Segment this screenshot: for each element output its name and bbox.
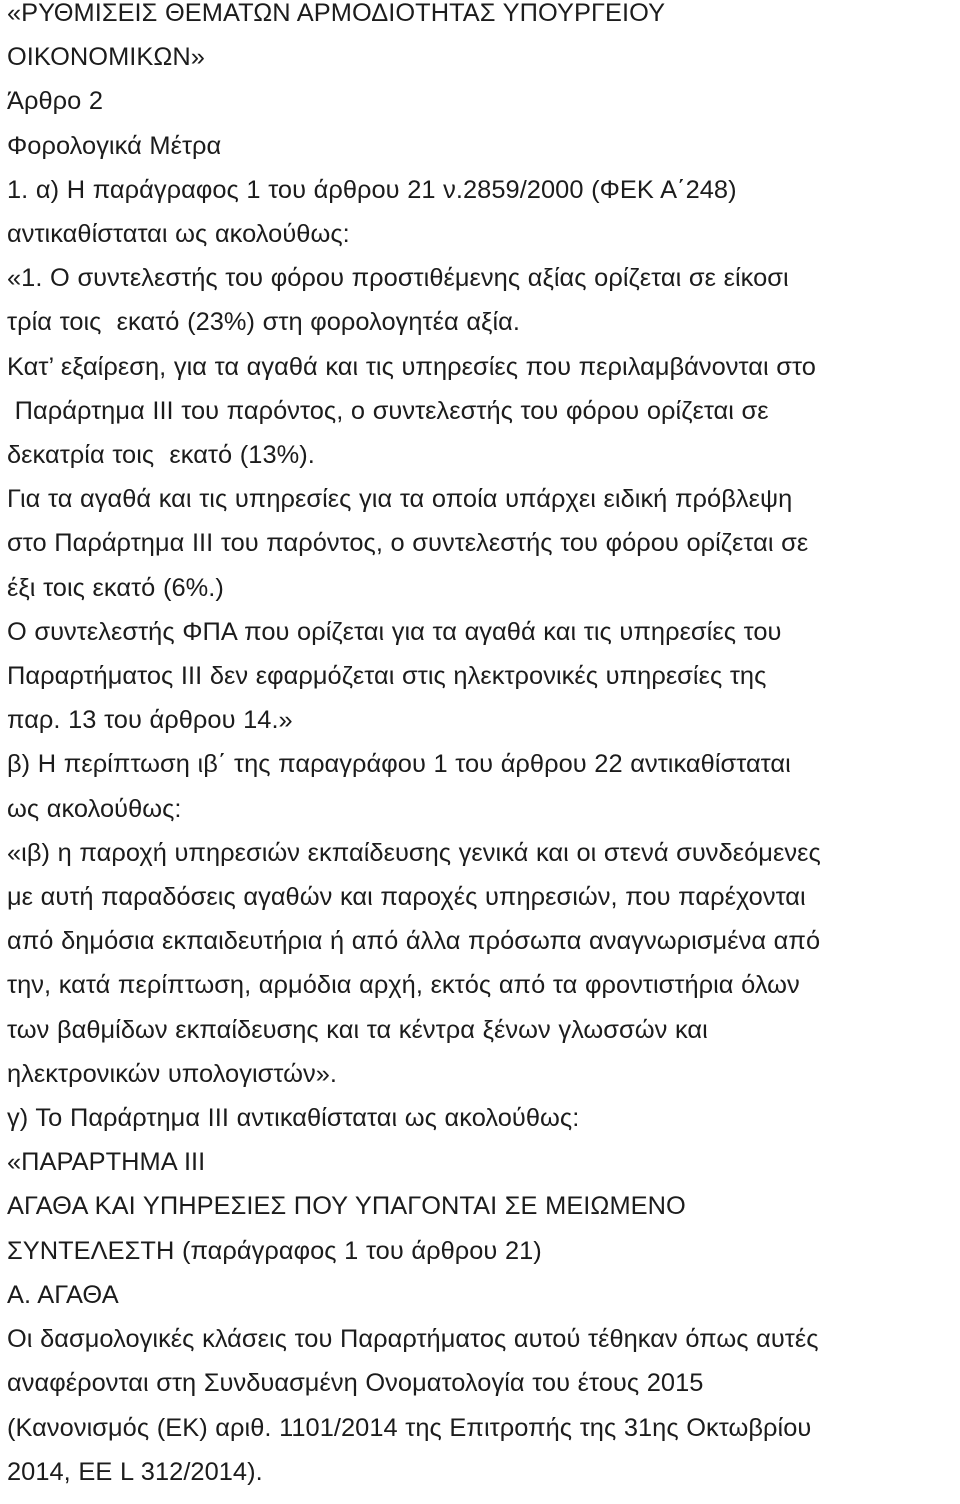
text-line: «ιβ) η παροχή υπηρεσιών εκπαίδευσης γενικά και οι στενά συνδεόμενες bbox=[7, 838, 821, 867]
text-line: «1. Ο συντελεστής του φόρου προστιθέμενης αξίας ορίζεται σε είκοσι bbox=[7, 264, 789, 293]
text-line: β) Η περίπτωση ιβ΄ της παραγράφου 1 του άρθρου 22 αντικαθίσταται bbox=[7, 750, 791, 779]
text-line: Άρθρο 2 bbox=[7, 87, 104, 116]
text-line: Ο συντελεστής ΦΠΑ που ορίζεται για τα αγαθά και τις υπηρεσίες του bbox=[7, 617, 782, 646]
text-line: ηλεκτρονικών υπολογιστών». bbox=[7, 1059, 338, 1088]
text-line: αναφέρονται στη Συνδυασμένη Ονοματολογία του έτους 2015 bbox=[7, 1369, 704, 1398]
text-line: έξι τοις εκατό (6%.) bbox=[7, 573, 224, 602]
text-line: Παράρτημα ΙΙΙ του παρόντος, ο συντελεστής του φόρου ορίζεται σε bbox=[7, 396, 769, 425]
text-line: ως ακολούθως: bbox=[7, 794, 182, 823]
text-line: ΟΙΚΟΝΟΜΙΚΩΝ» bbox=[7, 43, 205, 72]
text-line: Οι δασμολογικές κλάσεις του Παραρτήματος αυτού τέθηκαν όπως αυτές bbox=[7, 1325, 819, 1354]
text-line: γ) Το Παράρτημα ΙΙΙ αντικαθίσταται ως ακολούθως: bbox=[7, 1104, 580, 1133]
text-line: Κατ’ εξαίρεση, για τα αγαθά και τις υπηρεσίες που περιλαμβάνονται στο bbox=[7, 352, 816, 381]
text-line: δεκατρία τοις εκατό (13%). bbox=[7, 441, 315, 470]
text-line: Για τα αγαθά και τις υπηρεσίες για τα οποία υπάρχει ειδική πρόβλεψη bbox=[7, 485, 793, 514]
text-line: «ΠΑΡΑΡΤΗΜΑ ΙΙΙ bbox=[7, 1148, 206, 1177]
text-line: με αυτή παραδόσεις αγαθών και παροχές υπηρεσιών, που παρέχονται bbox=[7, 883, 806, 912]
text-line: Παραρτήματος ΙΙΙ δεν εφαρμόζεται στις ηλεκτρονικές υπηρεσίες της bbox=[7, 662, 767, 691]
text-line: τρία τοις εκατό (23%) στη φορολογητέα αξία. bbox=[7, 308, 520, 337]
text-line: αντικαθίσταται ως ακολούθως: bbox=[7, 220, 350, 249]
text-line: παρ. 13 του άρθρου 14.» bbox=[7, 706, 293, 735]
text-line: «ΡΥΘΜΙΣΕΙΣ ΘΕΜΑΤΩΝ ΑΡΜΟΔΙΟΤΗΤΑΣ ΥΠΟΥΡΓΕΙΟΥ bbox=[7, 0, 666, 27]
text-line: 1. α) Η παράγραφος 1 του άρθρου 21 ν.2859/2000 (ΦΕΚ Α΄248) bbox=[7, 175, 737, 204]
document-text bbox=[7, 0, 960, 1494]
text-line: ΑΓΑΘΑ ΚΑΙ ΥΠΗΡΕΣΙΕΣ ΠΟΥ ΥΠΑΓΟΝΤΑΙ ΣΕ ΜΕΙΩΜΕΝΟ bbox=[7, 1192, 686, 1221]
text-line: ΣΥΝΤΕΛΕΣΤΗ (παράγραφος 1 του άρθρου 21) bbox=[7, 1236, 542, 1265]
text-line: των βαθμίδων εκπαίδευσης και τα κέντρα ξένων γλωσσών και bbox=[7, 1015, 708, 1044]
text-line: 2014, ΕΕ L 312/2014). bbox=[7, 1457, 263, 1486]
text-line: Α. ΑΓΑΘΑ bbox=[7, 1280, 119, 1309]
text-line: από δημόσια εκπαιδευτήρια ή από άλλα πρόσωπα αναγνωρισμένα από bbox=[7, 927, 821, 956]
text-line: Φορολογικά Μέτρα bbox=[7, 131, 222, 160]
text-line: (Κανονισμός (ΕΚ) αριθ. 1101/2014 της Επιτροπής της 31ης Οκτωβρίου bbox=[7, 1413, 812, 1442]
text-line: στο Παράρτημα ΙΙΙ του παρόντος, ο συντελεστής του φόρου ορίζεται σε bbox=[7, 529, 809, 558]
text-line: την, κατά περίπτωση, αρμόδια αρχή, εκτός από τα φροντιστήρια όλων bbox=[7, 971, 800, 1000]
